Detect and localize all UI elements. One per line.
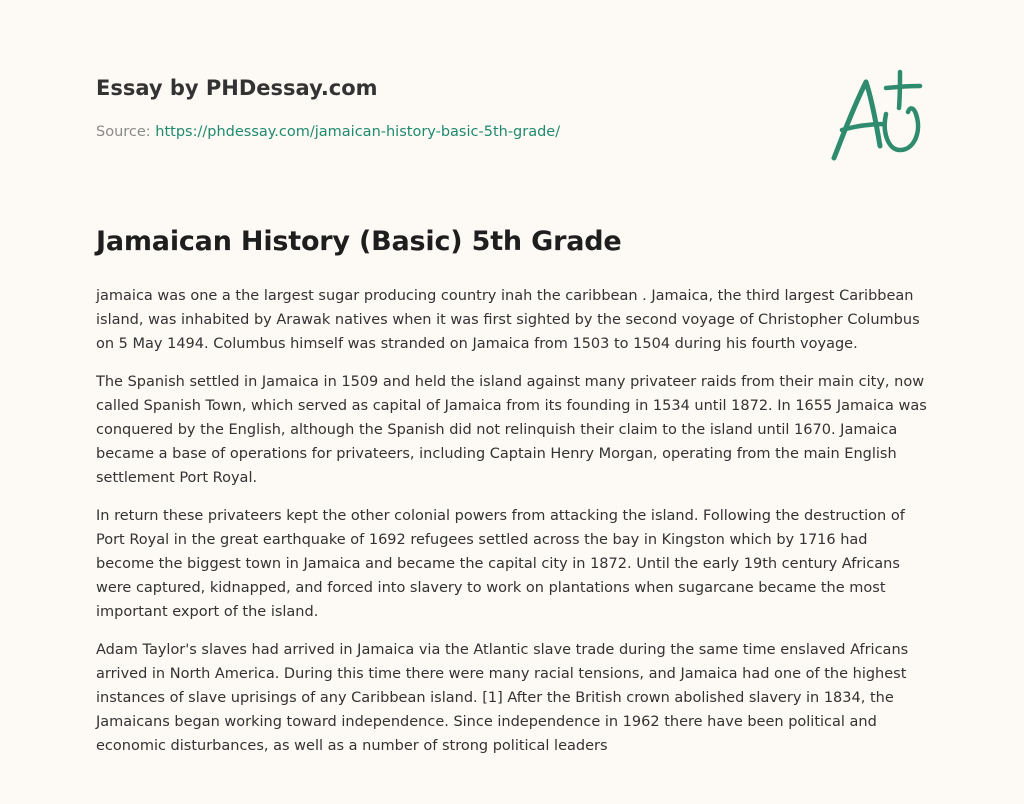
essay-page bbox=[96, 0, 928, 754]
essay-paragraph: jamaica was one a the largest sugar producing country inah the caribbean . Jamaica, the third largest Caribbean island, was inhabited by Arawak natives when it was first sighted by the second voyage of Christopher Columbus on 5 May 1494. Columbus himself was stranded on Jamaica from 1503 to 1504 during his fourth voyage. bbox=[96, 288, 920, 352]
essay-body bbox=[96, 284, 928, 772]
essay-title: Jamaican History (Basic) 5th Grade bbox=[96, 226, 622, 257]
a-plus-logo-icon bbox=[822, 66, 928, 166]
site-title: Essay by PHDessay.com bbox=[96, 76, 378, 100]
essay-paragraph: In return these privateers kept the other colonial powers from attacking the island. Following the destruction of Port Royal in the great earthquake of 1692 refugees settled across the bay in Kingston which by 1716 had become the biggest town in Jamaica and became the capital city in 1872. Until the early 19th century Africans were captured, kidnapped, and forced into slavery to work on plantations when sugarcane became the most important export of the island. bbox=[96, 508, 905, 620]
essay-paragraph: Adam Taylor's slaves had arrived in Jamaica via the Atlantic slave trade during the same time enslaved Africans arrived in North America. During this time there were many racial tensions, and Jamaica had one of the highest instances of slave uprisings of any Caribbean island. [1] After the British crown abolished slavery in 1834, the Jamaicans began working toward independence. Since independence in 1962 there have been political and economic disturbances, as well as a number of strong political leaders bbox=[96, 642, 909, 754]
source-line bbox=[96, 124, 560, 140]
page-header bbox=[96, 0, 928, 200]
source-label: Source: bbox=[96, 124, 156, 140]
source-link[interactable]: https://phdessay.com/jamaican-history-basic-5th-grade/ bbox=[155, 124, 561, 140]
essay-paragraph: The Spanish settled in Jamaica in 1509 and held the island against many privateer raids from their main city, now called Spanish Town, which served as capital of Jamaica from its founding in 1534 until 1872. In 1655 Jamaica was conquered by the English, although the Spanish did not relinquish their claim to the island until 1670. Jamaica became a base of operations for privateers, including Captain Henry Morgan, operating from the main English settlement Port Royal. bbox=[96, 374, 927, 486]
